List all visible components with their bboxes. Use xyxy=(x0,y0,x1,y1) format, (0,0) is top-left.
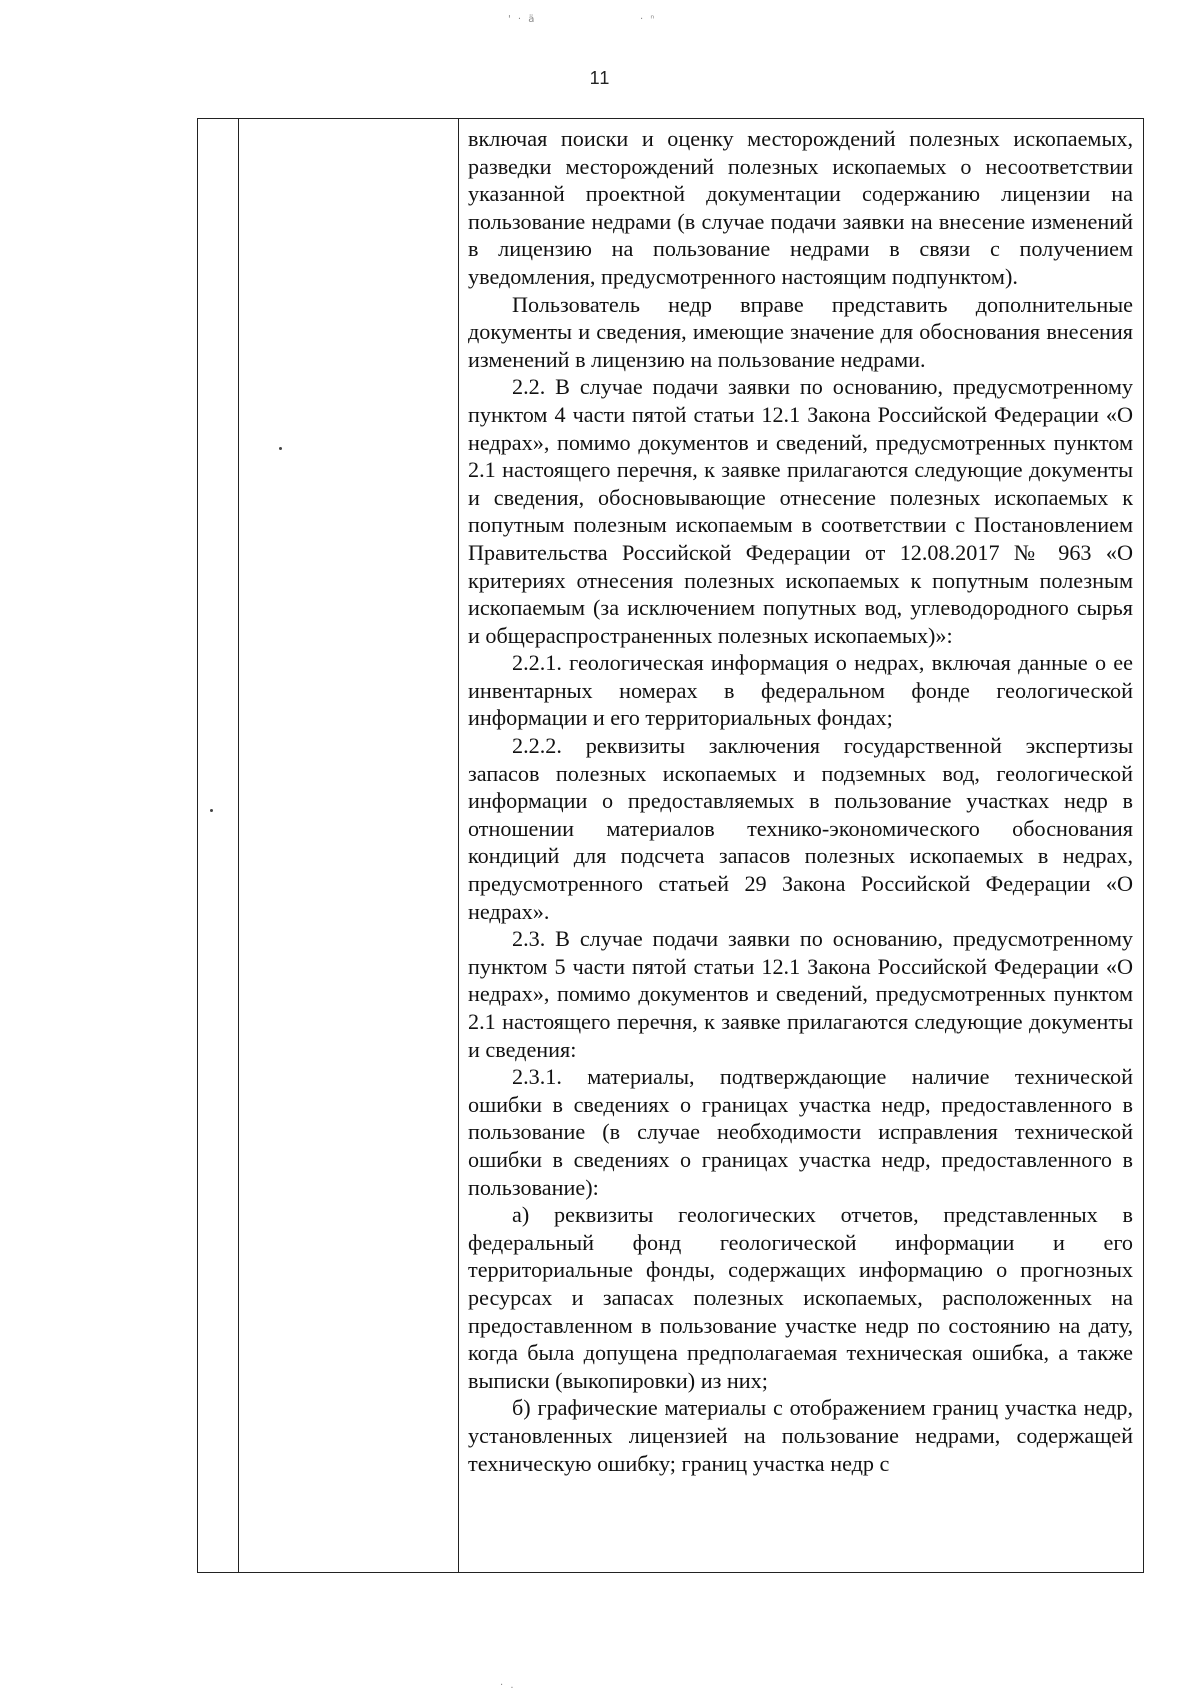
paragraph-2-2: 2.2. В случае подачи заявки по основанию, предусмотренному пунктом 4 части пятой статьи 12.1 Закона Российской Федерации «О недрах», помимо документов и сведений, предусмотренных пунктом 2.1 настоящего перечня, к заявке прилагаются следующие документы и сведения, обосновывающие отнесение полезных ископаемых к попутным полезным ископаемым в соответствии с Постановлением Правительства Российской Федерации от 12.08.2017 № 963 «О критериях отнесения полезных ископаемых к попутным полезным ископаемым (за исключением попутных вод, углеводородного сырья и общераспространенных полезных ископаемых)»: xyxy=(468,374,1133,648)
scan-artifact-top-right: · ⁿ xyxy=(640,14,657,25)
table-column-divider-1 xyxy=(238,119,239,1572)
table-column-divider-2 xyxy=(458,119,459,1572)
table-content-cell xyxy=(468,125,1133,1477)
paragraph-2-3: 2.3. В случае подачи заявки по основанию, предусмотренному пунктом 5 части пятой статьи 12.1 Закона Российской Федерации «О недрах», помимо документов и сведений, предусмотренных пунктом 2.1 настоящего перечня, к заявке прилагаются следующие документы и сведения: xyxy=(468,926,1133,1062)
paragraph-2-2-2: 2.2.2. реквизиты заключения государственной экспертизы запасов полезных ископаемых и подземных вод, геологической информации о предоставляемых в пользование участках недр в отношении материалов технико-экономического обоснования кондиций для подсчета запасов полезных ископаемых в недрах, предусмотренного статьей 29 Закона Российской Федерации «О недрах». xyxy=(468,733,1133,924)
scan-artifact-bottom: · . xyxy=(500,1680,516,1691)
paragraph-additional-documents: Пользователь недр вправе представить дополнительные документы и сведения, имеющие значение для обоснования внесения изменений в лицензию на пользование недрами. xyxy=(468,291,1133,372)
paragraph-2-3-1: 2.3.1. материалы, подтверждающие наличие технической ошибки в сведениях о границах участка недр, предоставленного в пользование (в случае необходимости исправления технической ошибки в сведениях о границах участка недр, предоставленного в пользование): xyxy=(468,1064,1133,1200)
page-number: 11 xyxy=(589,68,611,88)
scan-speck xyxy=(279,447,282,450)
paragraph-continuation: включая поиски и оценку месторождений полезных ископаемых, разведки месторождений полезных ископаемых о несоответствии указанной проектной документации содержанию лицензии на пользование недрами (в случае подачи заявки на внесение изменений в лицензию на пользование недрами в связи с получением уведомления, предусмотренного настоящим подпунктом). xyxy=(468,126,1133,289)
paragraph-2-2-1: 2.2.1. геологическая информация о недрах, включая данные о ее инвентарных номерах в федеральном фонде геологической информации и его территориальных фондах; xyxy=(468,650,1133,731)
paragraph-item-b: б) графические материалы с отображением границ участка недр, установленных лицензией на пользование недрами, содержащей техническую ошибку; границ участка недр с xyxy=(468,1395,1133,1476)
scan-speck xyxy=(210,809,213,812)
paragraph-item-a: а) реквизиты геологических отчетов, представленных в федеральный фонд геологической информации и его территориальные фонды, содержащих информацию о прогнозных ресурсах и запасах полезных ископаемых, расположенных на предоставленном в пользование участке недр по состоянию на дату, когда была допущена предполагаемая техническая ошибка, а также выписки (выкопировки) из них; xyxy=(468,1202,1133,1393)
document-table xyxy=(197,118,1144,1573)
scan-artifact-top-left: ' · ä xyxy=(508,14,537,25)
